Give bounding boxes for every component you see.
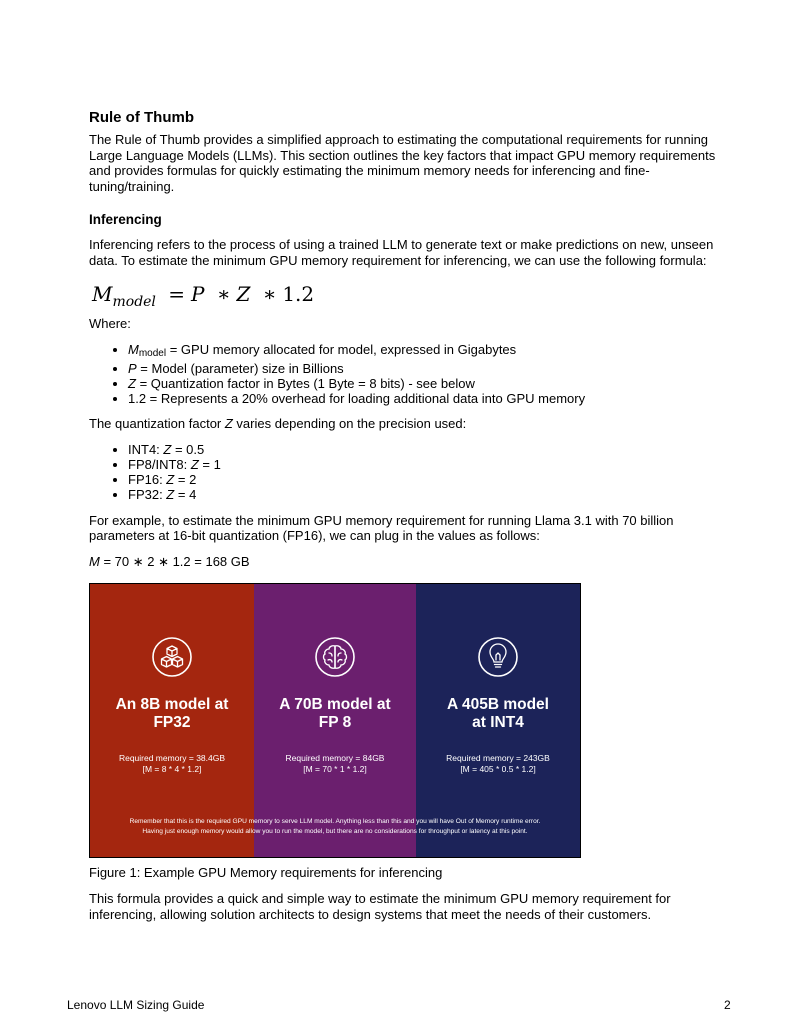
note-line: Having just enough memory would allow you to run the model, but there are no considerations for throughput or latency at this point.	[142, 828, 528, 836]
page-number: 2	[724, 998, 731, 1012]
document-body	[89, 108, 729, 922]
figure-note	[90, 817, 580, 837]
formula-constant: 1.2	[282, 282, 315, 306]
example-text: For example, to estimate the minimum GPU memory requirement for running Llama 3.1 with 70 billion parameters at 16-bit quantization (FP16), we can plug in the values as follows:	[89, 512, 674, 544]
definition-var: Z	[128, 375, 136, 391]
panel-title-line: FP32	[153, 714, 191, 732]
list-item	[128, 472, 729, 487]
panel-requirement	[254, 753, 416, 775]
quant-intro-var: Z	[224, 416, 233, 432]
definition-text: = GPU memory allocated for model, expressed in Gigabytes	[166, 341, 517, 357]
quant-value: = 0.5	[171, 441, 205, 457]
memory-formula	[92, 282, 729, 310]
quantization-list	[89, 442, 729, 503]
quant-value: = 2	[174, 472, 197, 488]
definitions-list	[89, 342, 729, 407]
list-item	[128, 457, 729, 472]
memory-calc: [M = 70 * 1 * 1.2]	[303, 764, 367, 775]
quant-intro-text: The quantization factor	[89, 416, 225, 432]
formula-times: ∗	[262, 282, 277, 306]
quant-label: FP16:	[128, 472, 167, 488]
lightbulb-icon	[477, 636, 519, 678]
required-memory: Required memory = 84GB	[285, 753, 385, 764]
panel-title	[416, 696, 580, 732]
example-var: M	[89, 553, 100, 569]
formula-lhs-sub: model	[112, 294, 156, 310]
formula-z: Z	[236, 282, 251, 306]
panel-title-line: A 70B model at	[279, 696, 391, 714]
formula-p: P	[191, 282, 205, 306]
quant-value: = 4	[174, 487, 197, 503]
quant-label: FP8/INT8:	[128, 457, 191, 473]
panel-title-line: A 405B model	[447, 696, 549, 714]
panel-title	[254, 696, 416, 732]
required-memory: Required memory = 243GB	[446, 753, 550, 764]
required-memory: Required memory = 38.4GB	[118, 753, 226, 764]
panel-title-line: at INT4	[472, 714, 524, 732]
memory-calc: [M = 405 * 0.5 * 1.2]	[460, 764, 536, 775]
closing-paragraph: This formula provides a quick and simple way to estimate the minimum GPU memory requirement for inferencing, allowing solution architects to design systems that meet the needs of their customers.	[89, 891, 671, 922]
panel-title	[90, 696, 254, 732]
definition-sub: model	[138, 347, 167, 359]
brain-icon	[314, 636, 356, 678]
list-item	[128, 361, 729, 376]
panel-requirement	[416, 753, 580, 775]
panel-requirement	[90, 753, 254, 775]
note-line: Remember that this is the required GPU memory to serve LLM model. Anything less than this and you will have Out of Memory runtime error.	[129, 818, 541, 826]
example-calc: = 70 ∗ 2 ∗ 1.2 = 168 GB	[99, 553, 250, 569]
quant-intro-text: varies depending on the precision used:	[232, 416, 467, 432]
definition-var: P	[128, 360, 137, 376]
quant-label: FP32:	[128, 487, 167, 503]
figure-caption: Figure 1: Example GPU Memory requirements for inferencing	[89, 865, 443, 881]
quantization-intro	[89, 416, 729, 432]
inferencing-intro: Inferencing refers to the process of using a trained LLM to generate text or make predictions on new, unseen data. To estimate the minimum GPU memory requirement for inferencing, we can use the following formula:	[89, 237, 714, 268]
footer-title: Lenovo LLM Sizing Guide	[67, 998, 205, 1012]
quant-var: Z	[166, 472, 175, 488]
memory-calc: [M = 8 * 4 * 1.2]	[142, 764, 202, 775]
quant-var: Z	[163, 441, 172, 457]
formula-times: ∗	[216, 282, 231, 306]
subsection-title: Inferencing	[89, 212, 162, 227]
formula-equals: =	[168, 282, 186, 306]
where-label: Where:	[89, 316, 131, 331]
panel-title-line: FP 8	[318, 714, 352, 732]
section-intro: The Rule of Thumb provides a simplified approach to estimating the computational requirements for running Large Language Models (LLMs). This section outlines the key factors that impact GPU memory requirements and provides formulas for quickly estimating the minimum memory needs for inferencing and fine-tuning/training.	[89, 132, 716, 194]
list-item	[128, 487, 729, 502]
list-item	[128, 442, 729, 457]
quant-value: = 1	[198, 457, 221, 473]
cubes-icon	[151, 636, 193, 678]
formula-lhs: M	[92, 282, 113, 306]
quant-var: Z	[166, 487, 175, 503]
list-item	[128, 342, 729, 361]
list-item	[128, 376, 729, 391]
example-calculation	[89, 554, 729, 570]
definition-text: 1.2 = Represents a 20% overhead for loading additional data into GPU memory	[128, 391, 586, 407]
definition-text: = Quantization factor in Bytes (1 Byte = 8 bits) - see below	[135, 375, 475, 391]
panel-title-line: An 8B model at	[115, 696, 229, 714]
quant-var: Z	[190, 457, 199, 473]
definition-text: = Model (parameter) size in Billions	[136, 360, 344, 376]
list-item	[128, 391, 729, 406]
definition-var: M	[128, 341, 139, 357]
gpu-memory-figure	[89, 583, 581, 858]
section-title: Rule of Thumb	[89, 109, 194, 126]
quant-label: INT4:	[128, 441, 164, 457]
